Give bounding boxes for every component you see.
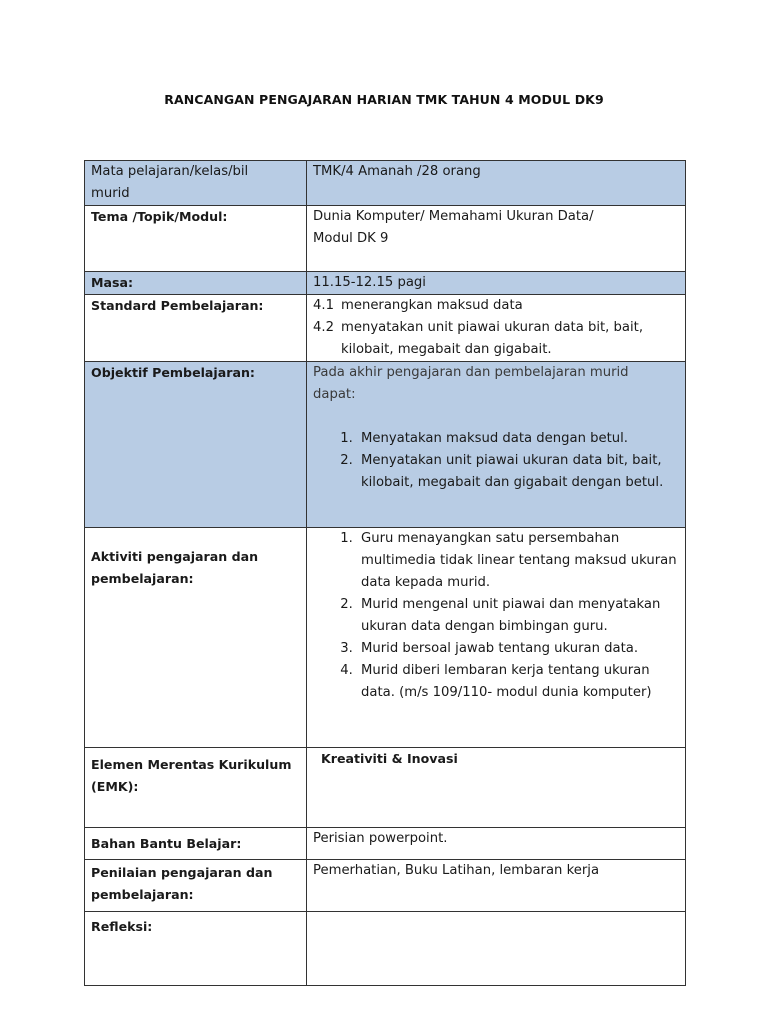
objektif-list <box>313 428 679 494</box>
label-tema: Tema /Topik/Modul: <box>85 206 307 272</box>
list-item: 2. Murid mengenal unit piawai dan menyatakan ukuran data dengan bimbingan guru. <box>357 594 679 638</box>
row-objektif <box>85 362 686 528</box>
list-item: 3. Murid bersoal jawab tentang ukuran data. <box>357 638 679 660</box>
value-tema: Dunia Komputer/ Memahami Ukuran Data/ Modul DK 9 <box>307 206 686 272</box>
row-standard <box>85 295 686 362</box>
aktiviti-list <box>313 528 679 704</box>
standard-item: 4.2 menyatakan unit piawai ukuran data bit, bait, <box>313 320 644 335</box>
row-tema <box>85 206 686 272</box>
row-masa <box>85 272 686 295</box>
standard-item-cont: kilobait, megabait dan gigabait. <box>341 342 552 357</box>
list-item: 4. Murid diberi lembaran kerja tentang ukuran data. (m/s 109/110- modul dunia komputer) <box>357 660 679 704</box>
row-emk <box>85 748 686 828</box>
value-emk: Kreativiti & Inovasi <box>307 748 686 828</box>
standard-item: 4.1 menerangkan maksud data <box>313 298 523 313</box>
value-penilaian: Pemerhatian, Buku Latihan, lembaran kerja <box>307 860 686 912</box>
document-title: RANCANGAN PENGAJARAN HARIAN TMK TAHUN 4 MODUL DK9 <box>164 92 604 107</box>
row-aktiviti <box>85 528 686 748</box>
value-masa: 11.15-12.15 pagi <box>307 272 686 295</box>
value-standard <box>307 295 686 362</box>
label-objektif: Objektif Pembelajaran: <box>85 362 307 528</box>
label-standard: Standard Pembelajaran: <box>85 295 307 362</box>
label-emk: Elemen Merentas Kurikulum (EMK): <box>85 748 307 828</box>
value-refleksi <box>307 912 686 986</box>
label-bahan: Bahan Bantu Belajar: <box>85 828 307 860</box>
list-item: 1. Menyatakan maksud data dengan betul. <box>357 428 679 450</box>
row-mata-pelajaran <box>85 161 686 206</box>
label-mata-pelajaran: Mata pelajaran/kelas/bil murid <box>85 161 307 206</box>
list-item: 1. Guru menayangkan satu persembahan multimedia tidak linear tentang maksud ukuran data kepada murid. <box>357 528 679 594</box>
label-masa: Masa: <box>85 272 307 295</box>
row-penilaian <box>85 860 686 912</box>
value-bahan: Perisian powerpoint. <box>307 828 686 860</box>
value-objektif: Pada akhir pengajaran dan pembelajaran murid dapat: 1. Menyatakan maksud data dengan betul. 2. Menyatakan unit piawai ukuran data bit, bait, kilobait, megabait dan gigabait dengan betul. <box>307 362 686 528</box>
row-bahan <box>85 828 686 860</box>
list-item: 2. Menyatakan unit piawai ukuran data bit, bait, kilobait, megabait dan gigabait dengan betul. <box>357 450 679 494</box>
row-refleksi <box>85 912 686 986</box>
lesson-plan-table <box>84 160 686 986</box>
value-mata-pelajaran: TMK/4 Amanah /28 orang <box>307 161 686 206</box>
label-refleksi: Refleksi: <box>85 912 307 986</box>
label-aktiviti: Aktiviti pengajaran dan pembelajaran: <box>85 528 307 748</box>
label-penilaian: Penilaian pengajaran dan pembelajaran: <box>85 860 307 912</box>
value-aktiviti <box>307 528 686 748</box>
